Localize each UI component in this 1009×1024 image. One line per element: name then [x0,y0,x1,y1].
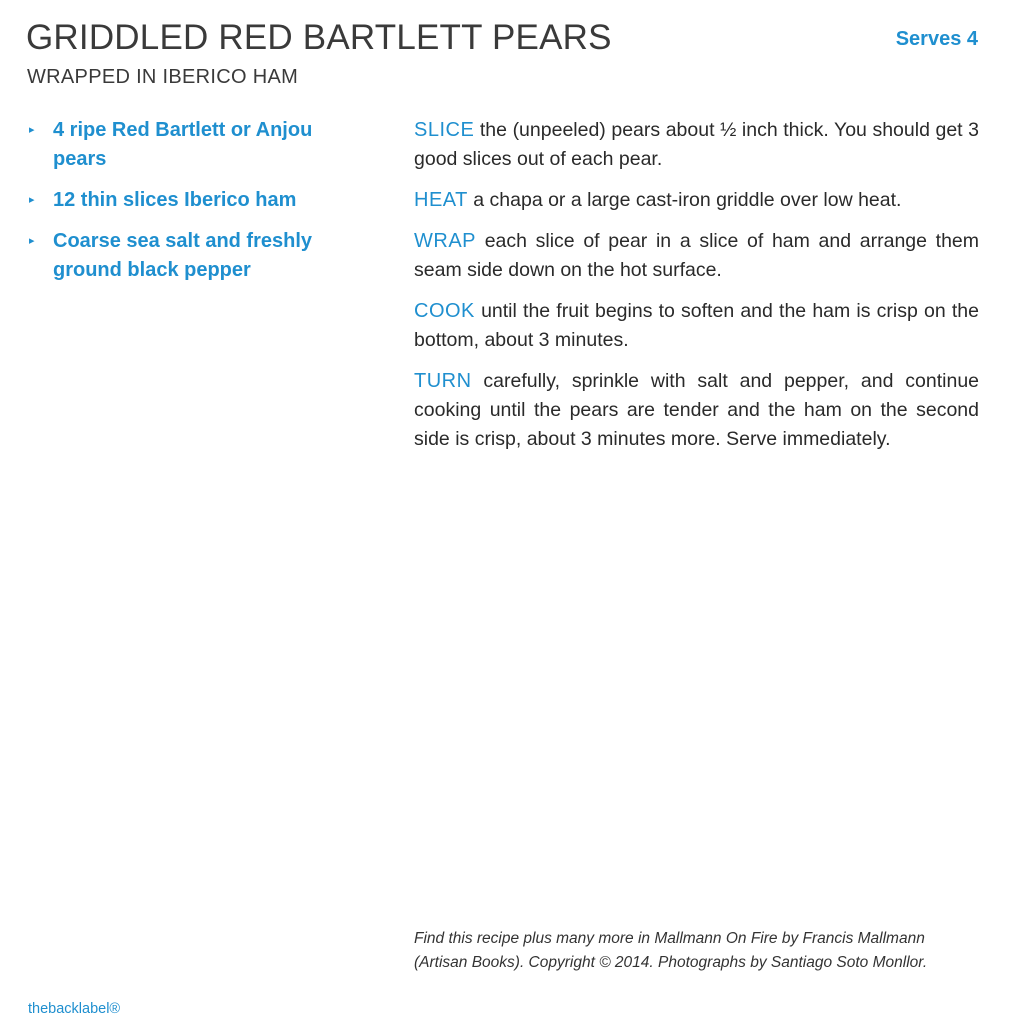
ingredient-text: Coarse sea salt and freshly ground black pepper [53,230,313,281]
serves-count: Serves 4 [895,28,978,50]
step-text: each slice of pear in a slice of ham and arrange them seam side down on the hot surface. [414,230,980,281]
step-verb: TURN [414,370,472,392]
bullet-icon: ▸ [29,124,35,136]
bullet-icon: ▸ [29,235,35,247]
ingredient-text: 4 ripe Red Bartlett or Anjou pears [53,119,313,170]
recipe-title: GRIDDLED RED BARTLETT PEARS [26,18,612,57]
step-heat [414,186,979,215]
step-verb: HEAT [414,189,468,211]
source-credit: Find this recipe plus many more in Mallmann On Fire by Francis Mallmann (Artisan Books). Copyright © 2014. Photographs by Santiago Soto Monllor. [414,930,928,971]
step-text: carefully, sprinkle with salt and pepper, and continue cooking until the pears are tender and the ham on the second side is crisp, about 3 minutes more. Serve immediately. [414,370,980,450]
step-cook [414,297,979,355]
ingredient-item [27,186,357,215]
ingredient-item [27,116,357,174]
recipe-subtitle: WRAPPED IN IBERICO HAM [27,66,299,88]
step-turn [414,367,979,454]
brand-logo-text: thebacklabel® [28,1001,121,1017]
ingredient-list [27,116,357,297]
step-text: a chapa or a large cast-iron griddle over low heat. [473,189,902,211]
instruction-steps [414,116,979,466]
step-text: the (unpeeled) pears about ½ inch thick. You should get 3 good slices out of each pear. [414,119,979,170]
bullet-icon: ▸ [29,194,35,206]
step-slice [414,116,979,174]
step-verb: SLICE [414,119,475,141]
step-wrap [414,227,979,285]
step-verb: COOK [414,300,475,322]
ingredient-text: 12 thin slices Iberico ham [53,189,297,211]
step-verb: WRAP [414,230,476,252]
ingredient-item [27,227,357,285]
step-text: until the fruit begins to soften and the ham is crisp on the bottom, about 3 minutes. [414,300,979,351]
